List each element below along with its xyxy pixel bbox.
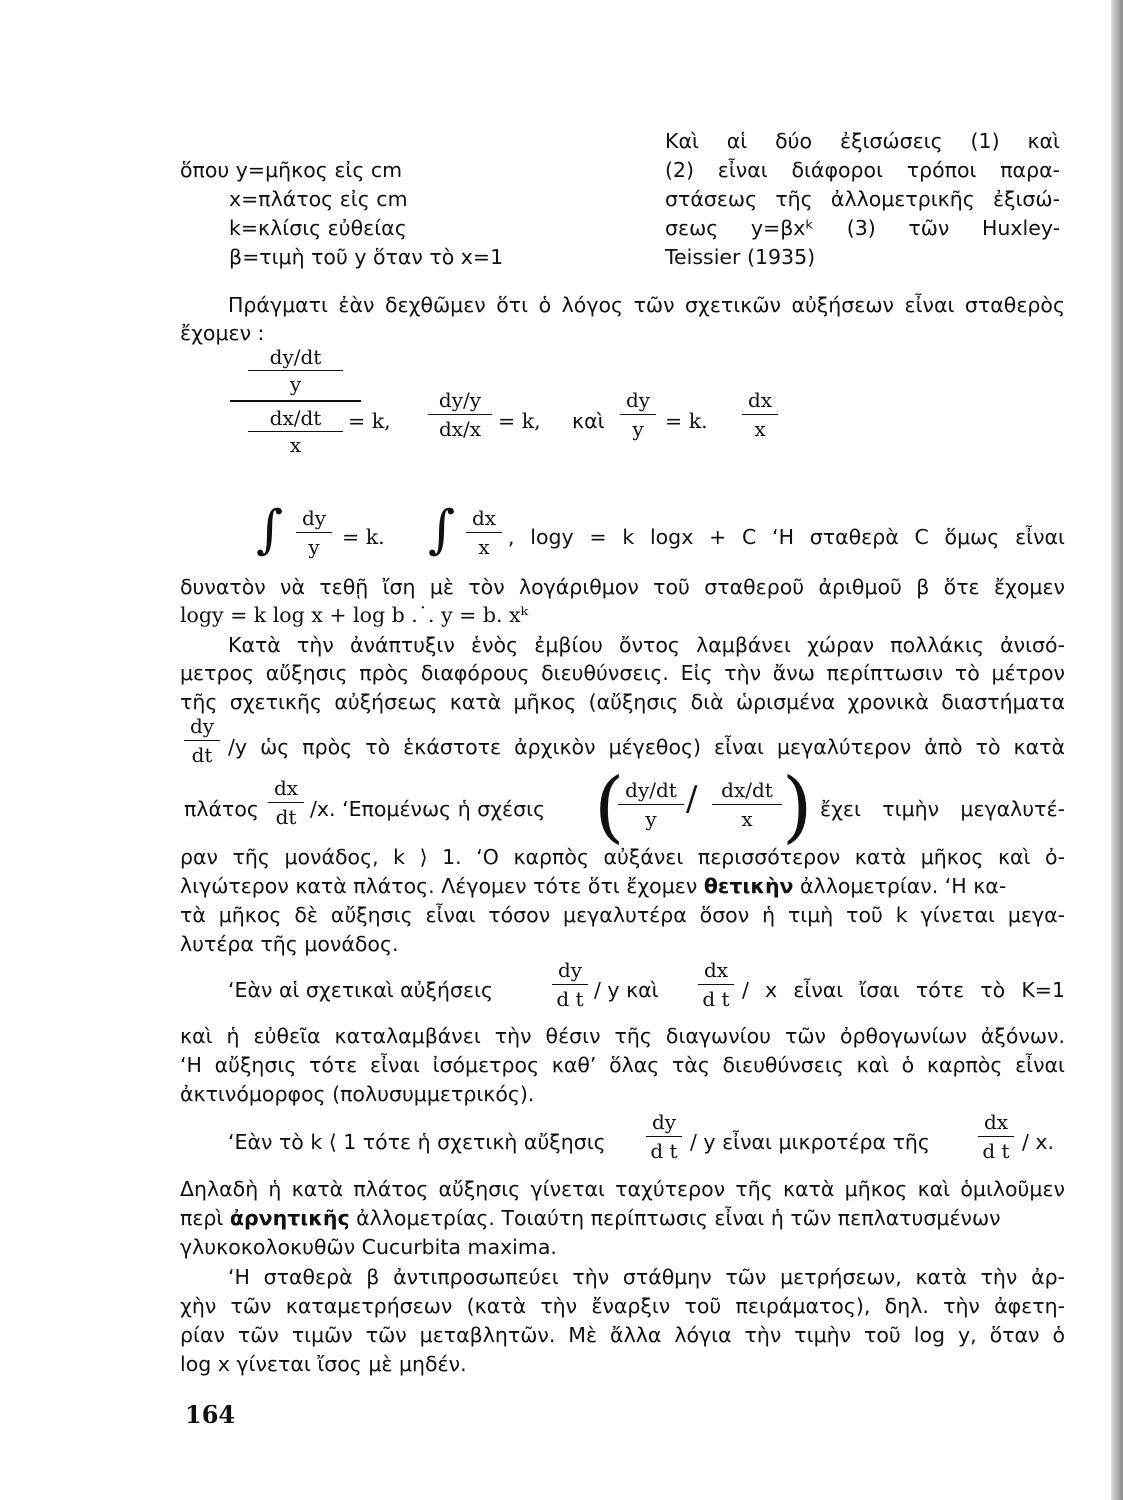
para3-f2-num: dx xyxy=(273,776,299,800)
eq2-equals-k: = k. xyxy=(342,525,385,549)
eq1-fraction-2 xyxy=(428,388,492,441)
eq1-compound-fraction xyxy=(248,345,343,457)
para3-p-den2: x xyxy=(741,807,753,831)
para4-f1-den: d t xyxy=(556,987,584,1011)
eq2-rest: , logy = k logx + C ‘Η σταθερὰ C ὅμως εἶναι xyxy=(508,525,1065,549)
right-col-line1: Καὶ αἱ δύο ἐξισώσεις (1) καὶ xyxy=(665,129,1060,153)
para5-line4: γλυκοκολοκυθῶν Cucurbita maxima. xyxy=(180,1235,557,1259)
eq2-fraction-2 xyxy=(466,506,502,559)
para6-line3: ρίαν τῶν τιμῶν τῶν μεταβλητῶν. Μὲ ἄλλα λόγια τὴν τιμὴν τοῦ log y, ὅταν ὁ xyxy=(180,1323,1065,1347)
right-paren: ) xyxy=(782,762,813,852)
para3-line8: τὰ μῆκος δὲ αὔξησις εἶναι τόσον μεγαλυτέρα ὅσον ἡ τιμὴ τοῦ k γίνεται μεγα- xyxy=(180,903,1065,927)
para3-p-num1: dy/dt xyxy=(625,778,677,802)
para3-fraction-dy-dt xyxy=(184,714,220,767)
para4-b: / y καὶ xyxy=(594,978,659,1002)
para2-line2: logy = k log x + log b .˙. y = b. xᵏ xyxy=(180,603,529,627)
eq1-equals-k: = k, xyxy=(348,409,391,433)
para5-b: / y εἶναι μικροτέρα τῆς xyxy=(690,1130,930,1154)
para3-p-den1: y xyxy=(645,807,657,831)
para3-f-num: dy xyxy=(189,714,215,738)
para4-line3: ‘Η αὔξησις τότε εἶναι ἰσόμετρος καθ’ ὅλας τὰς διευθύνσεις καὶ ὁ καρπὸς εἶναι xyxy=(180,1053,1065,1077)
eq1-den-den: x xyxy=(289,433,302,457)
para3-paren-fraction-1 xyxy=(618,778,684,831)
para4-line2: καὶ ἡ εὐθεῖα καταλαμβάνει τὴν θέσιν τῆς διαγωνίου τῶν ὀρθογωνίων ἀξόνων. xyxy=(180,1024,1065,1048)
para4-a: ‘Εὰν αἱ σχετικαὶ αὐξήσεις xyxy=(228,978,493,1002)
para4-f2-num: dx xyxy=(703,958,729,982)
eq1-f3-den: y xyxy=(632,417,644,441)
eq2-i1-num: dy xyxy=(301,506,327,530)
para3-line2: μετρος αὔξησις πρὸς διαφόρους διευθύνσεις. Εἰς τὴν ἄνω περίπτωσιν τὸ μέτρον xyxy=(180,661,1065,685)
eq2-i2-den: x xyxy=(478,535,490,559)
definition-beta: β=τιμὴ τοῦ y ὅταν τὸ x=1 xyxy=(229,245,504,269)
para3-paren-fraction-2 xyxy=(712,778,782,831)
para3-line5-a: πλάτος xyxy=(184,797,259,821)
paren-slash: / xyxy=(686,779,698,819)
definition-y: ὅπου y=μῆκος εἰς cm xyxy=(180,158,403,182)
eq1-f2-num: dy/y xyxy=(438,388,482,412)
para4-fraction-2 xyxy=(698,958,734,1011)
eq1-f3-num: dy xyxy=(625,388,651,412)
para3-fraction-dx-dt xyxy=(268,776,304,829)
para3-line7-a: λιγώτερον κατὰ πλάτος. Λέγομεν τότε ὅτι ἔχομεν xyxy=(180,874,698,898)
para3-line7 xyxy=(180,873,1006,899)
para3-line1: Κατὰ τὴν ἀνάπτυξιν ἑνὸς ἐμβίου ὄντος λαμβάνει χώραν πολλάκις ἀνισό- xyxy=(228,633,1065,657)
definition-x: x=πλάτος εἰς cm xyxy=(229,187,408,211)
para3-line7-b: ἀλλομετρίαν. ‘Η κα- xyxy=(800,874,1007,898)
eq1-kai: καὶ xyxy=(572,409,605,433)
eq2-i2-num: dx xyxy=(471,506,497,530)
para5-f2-num: dx xyxy=(983,1110,1009,1134)
eq1-num-den: y xyxy=(289,372,302,396)
page-number: 164 xyxy=(185,1400,236,1429)
eq2-i1-den: y xyxy=(308,535,320,559)
para5-c: / x. xyxy=(1022,1130,1055,1154)
para5-fraction-1 xyxy=(646,1110,682,1163)
para4-f2-den: d t xyxy=(702,987,730,1011)
term-negative-allometry: ἀρνητικῆς xyxy=(229,1206,350,1230)
eq1-f4-num: dx xyxy=(747,388,773,412)
para3-line5-b: /x. ‘Επομένως ἡ σχέσις xyxy=(310,797,546,821)
para4-fraction-1 xyxy=(552,958,588,1011)
integral-sign-2: ∫ xyxy=(428,500,456,560)
para3-line6: ραν τῆς μονάδος, k ⟩ 1. ‘Ο καρπὸς αὐξάνει περισσότερον κατὰ μῆκος καὶ ὀ- xyxy=(180,845,1065,869)
right-col-line3: στάσεως τῆς ἀλλομετρικῆς ἐξισώ- xyxy=(665,187,1060,211)
eq1-fraction-4 xyxy=(742,388,778,441)
para5-line3-a: περὶ xyxy=(180,1206,224,1230)
right-col-line5: Teissier (1935) xyxy=(665,245,816,269)
definition-k: k=κλίσις εὐθείας xyxy=(229,216,407,240)
para5-fraction-2 xyxy=(978,1110,1014,1163)
eq1-f4-den: x xyxy=(754,417,766,441)
para4-line4: ἀκτινόμορφος (πολυσυμμετρικός). xyxy=(180,1082,535,1106)
para5-line3 xyxy=(180,1205,1001,1231)
para5-a: ‘Εὰν τὸ k ⟨ 1 τότε ἡ σχετικὴ αὔξησις xyxy=(228,1130,606,1154)
para3-line3: τῆς σχετικῆς αὐξήσεως κατὰ μῆκος (αὔξησις διὰ ὡρισμένα χρονικὰ διαστήματα xyxy=(180,690,1065,714)
left-paren: ( xyxy=(594,762,625,852)
para4-f1-num: dy xyxy=(557,958,583,982)
eq1-equals-k2: = k, xyxy=(498,409,541,433)
para1-line1: Πράγματι ἐὰν δεχθῶμεν ὅτι ὁ λόγος τῶν σχετικῶν αὐξήσεων εἶναι σταθερὸς xyxy=(228,293,1065,317)
para5-line2: Δηλαδὴ ἡ κατὰ πλάτος αὔξησις γίνεται ταχύτερον τῆς κατὰ μῆκος καὶ ὁμιλοῦμεν xyxy=(180,1177,1065,1201)
term-positive-allometry: θετικὴν xyxy=(703,874,794,898)
right-col-line2: (2) εἶναι διάφοροι τρόποι παρα- xyxy=(665,158,1060,182)
para5-f2-den: d t xyxy=(982,1139,1010,1163)
eq2-fraction-1 xyxy=(296,506,332,559)
para6-line4: log x γίνεται ἴσος μὲ μηδέν. xyxy=(180,1352,467,1376)
para6-line2: χὴν τῶν καταμετρήσεων (κατὰ τὴν ἔναρξιν τοῦ πειράματος), δηλ. τὴν ἀφετη- xyxy=(180,1294,1065,1318)
right-col-line4: σεως y=βxᵏ (3) τῶν Huxley- xyxy=(665,216,1060,240)
eq1-equals-k3: = k. xyxy=(665,409,708,433)
para5-f1-num: dy xyxy=(651,1110,677,1134)
eq1-fraction-3 xyxy=(620,388,656,441)
para1-line2: ἔχομεν : xyxy=(180,321,265,345)
para3-f2-den: dt xyxy=(275,805,297,829)
para5-line3-b: ἀλλομετρίας. Τοιαύτη περίπτωσις εἶναι ἡ τῶν πεπλατυσμένων xyxy=(356,1206,1001,1230)
eq1-num-top: dy/dt xyxy=(269,345,322,369)
para3-f-den: dt xyxy=(191,743,213,767)
para3-line4: /y ὡς πρὸς τὸ ἑκάστοτε ἀρχικὸν μέγεθος) εἶναι μεγαλύτερον ἀπὸ τὸ κατὰ xyxy=(228,735,1065,759)
para3-line9: λυτέρα τῆς μονάδος. xyxy=(180,932,399,956)
scan-edge xyxy=(1111,0,1123,1500)
para5-f1-den: d t xyxy=(650,1139,678,1163)
para3-p-num2: dx/dt xyxy=(721,778,773,802)
eq1-den-top: dx/dt xyxy=(269,406,322,430)
integral-sign-1: ∫ xyxy=(256,500,284,560)
para6-line1: ‘Η σταθερὰ β ἀντιπροσωπεύει τὴν στάθμην τῶν μετρήσεων, κατὰ τὴν ἀρ- xyxy=(228,1265,1065,1289)
para2-line1: δυνατὸν νὰ τεθῇ ἴση μὲ τὸν λογάριθμον τοῦ σταθεροῦ ἀριθμοῦ β ὅτε ἔχομεν xyxy=(180,575,1065,599)
para4-c: / x εἶναι ἴσαι τότε τὸ K=1 xyxy=(742,978,1065,1002)
para3-line5-c: ἔχει τιμὴν μεγαλυτέ- xyxy=(820,797,1065,821)
eq1-f2-den: dx/x xyxy=(438,417,482,441)
